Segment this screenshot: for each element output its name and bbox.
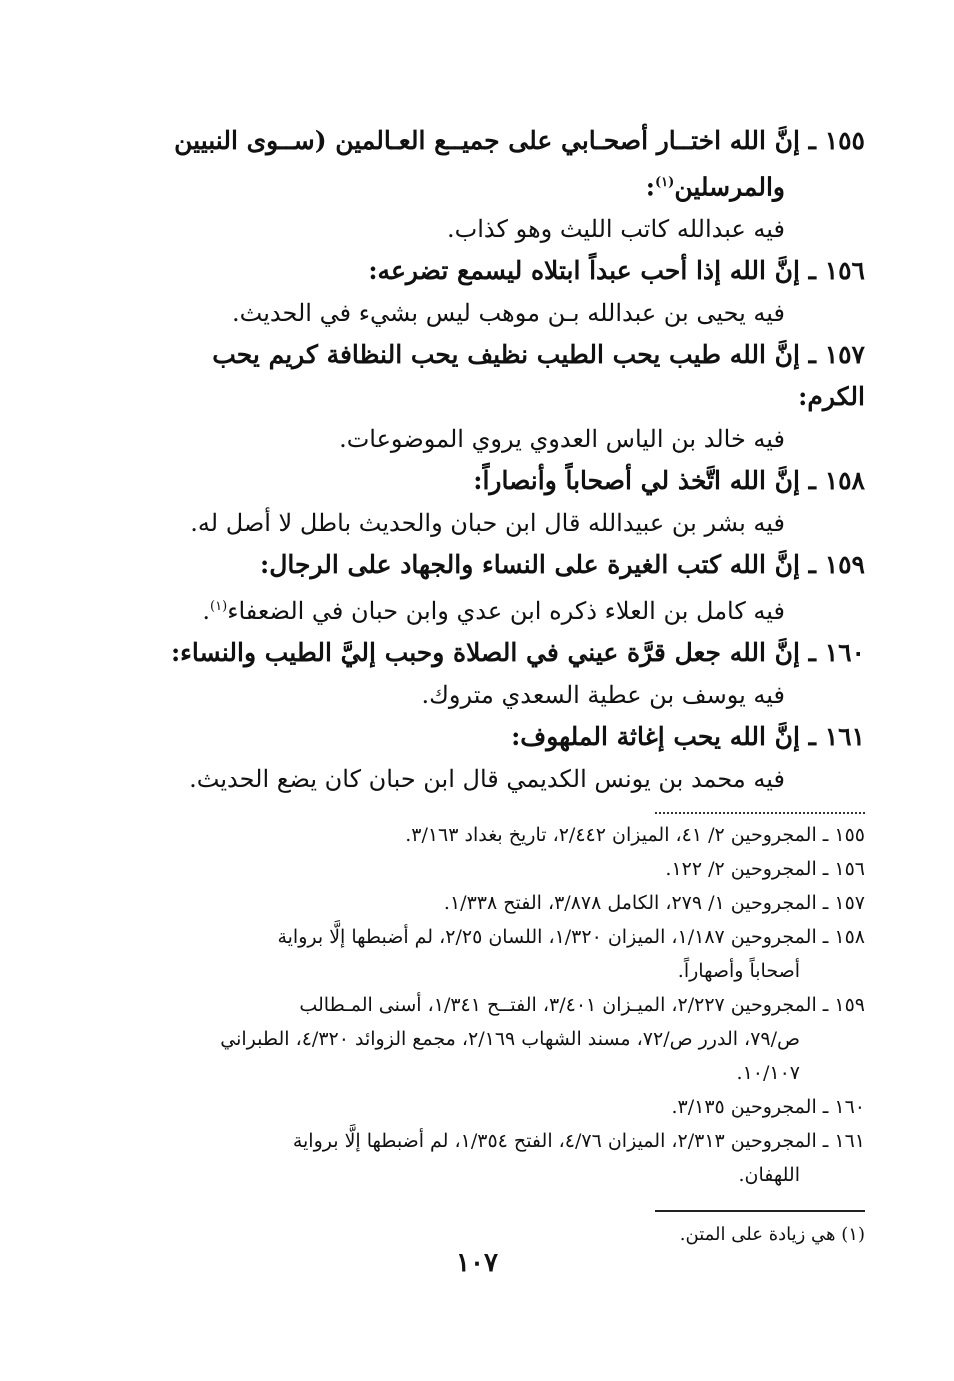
entry-heading: ١٦١ ـ إنَّ الله يحب إغاثة الملهوف: (511, 722, 865, 752)
heading-cont-text: والمرسلين (674, 172, 785, 202)
entry-note: فيه محمد بن يونس الكديمي قال ابن حبان كان يضع الحديث. (189, 765, 785, 794)
reference-continuation: اللهفان. (738, 1164, 800, 1187)
entry-note: فيه يحيى بن عبدالله بـن موهب ليس بشيء في الحديث. (232, 299, 785, 328)
entry-heading: ١٥٨ ـ إنَّ الله اتَّخذ لي أصحاباً وأنصاراً: (473, 466, 865, 496)
entry-note (165, 586, 865, 632)
entry-heading (165, 120, 865, 208)
entry-161 (165, 716, 865, 800)
reference-158 (165, 920, 865, 988)
entry-159 (165, 544, 865, 632)
reference-160 (165, 1090, 865, 1124)
entry-156 (165, 250, 865, 334)
reference-157 (165, 886, 865, 920)
entry-heading-text: ١٥٥ ـ إنَّ الله اختــار أصحـابي على جميــع العـالمين (ســوى النبيين (174, 126, 865, 155)
entry-note-tail: . (202, 597, 211, 626)
entry-155 (165, 120, 865, 250)
entry-160 (165, 632, 865, 716)
entry-heading: ١٥٦ ـ إنَّ الله إذا أحب عبداً ابتلاه ليسمع تضرعه: (368, 256, 865, 286)
footnote: (١) هي زيادة على المتن. (679, 1224, 865, 1246)
reference-text: ١٥٥ ـ المجروحين ٢/ ٤١، الميزان ٢/٤٤٢، تاريخ بغداد ٣/١٦٣. (405, 824, 865, 847)
reference-text: ١٦٠ ـ المجروحين ٣/١٣٥. (671, 1096, 865, 1119)
entry-158 (165, 460, 865, 544)
references-list (165, 818, 865, 1192)
reference-text: ١٥٨ ـ المجروحين ١/١٨٧، الميزان ١/٣٢٠، اللسان ٢/٢٥، لم أضبطها إلَّا برواية (277, 926, 865, 949)
footnote-marker: (١) (210, 599, 228, 615)
reference-text: ١٦١ ـ المجروحين ٢/٣١٣، الميزان ٤/٧٦، الفتح ١/٣٥٤، لم أضبطها إلَّا برواية (292, 1130, 865, 1153)
entry-heading: ١٥٩ ـ إنَّ الله كتب الغيرة على النساء والجهاد على الرجال: (260, 550, 865, 580)
reference-156 (165, 852, 865, 886)
entry-heading: ١٥٧ ـ إنَّ الله طيب يحب الطيب نظيف يحب النظافة كريم يحب الكرم: (212, 340, 865, 412)
heading-cont-tail: : (645, 172, 656, 202)
footnote-marker: (١) (655, 175, 675, 190)
entry-note: فيه يوسف بن عطية السعدي متروك. (421, 681, 785, 710)
reference-155 (165, 818, 865, 852)
entry-note: فيه عبدالله كاتب الليث وهو كذاب. (447, 215, 785, 244)
entry-note: فيه بشر بن عبيدالله قال ابن حبان والحديث باطل لا أصل له. (190, 509, 785, 538)
references-divider (655, 812, 865, 814)
entry-heading-continuation (165, 162, 865, 208)
page-content (165, 120, 865, 1250)
footnote-divider (655, 1210, 865, 1212)
reference-161 (165, 1124, 865, 1192)
reference-text: ١٥٧ ـ المجروحين ١/ ٢٧٩، الكامل ٣/٨٧٨، الفتح ١/٣٣٨. (443, 892, 865, 915)
entry-note-text: فيه كامل بن العلاء ذكره ابن عدي وابن حبان في الضعفاء (227, 597, 785, 626)
reference-text: ١٥٩ ـ المجروحين ٢/٢٢٧، الميـزان ٣/٤٠١، الفتــح ١/٣٤١، أسنى المـطالب (299, 994, 865, 1017)
reference-159 (165, 988, 865, 1090)
page-number: ١٠٧ (456, 1248, 498, 1278)
reference-continuation: ص/٧٩، الدرر ص/٧٢، مسند الشهاب ٢/١٦٩، مجمع الزوائد ٤/٣٢٠، الطبراني ١٠/١٠٧. (220, 1028, 800, 1085)
entry-157 (165, 334, 865, 460)
entry-note: فيه خالد بن الياس العدوي يروي الموضوعات. (339, 425, 785, 454)
reference-text: ١٥٦ ـ المجروحين ٢/ ١٢٢. (665, 858, 865, 881)
reference-continuation: أصحاباً وأصهاراً. (677, 960, 800, 983)
entry-heading: ١٦٠ ـ إنَّ الله جعل قرَّة عيني في الصلاة وحبب إليَّ الطيب والنساء: (170, 638, 865, 668)
